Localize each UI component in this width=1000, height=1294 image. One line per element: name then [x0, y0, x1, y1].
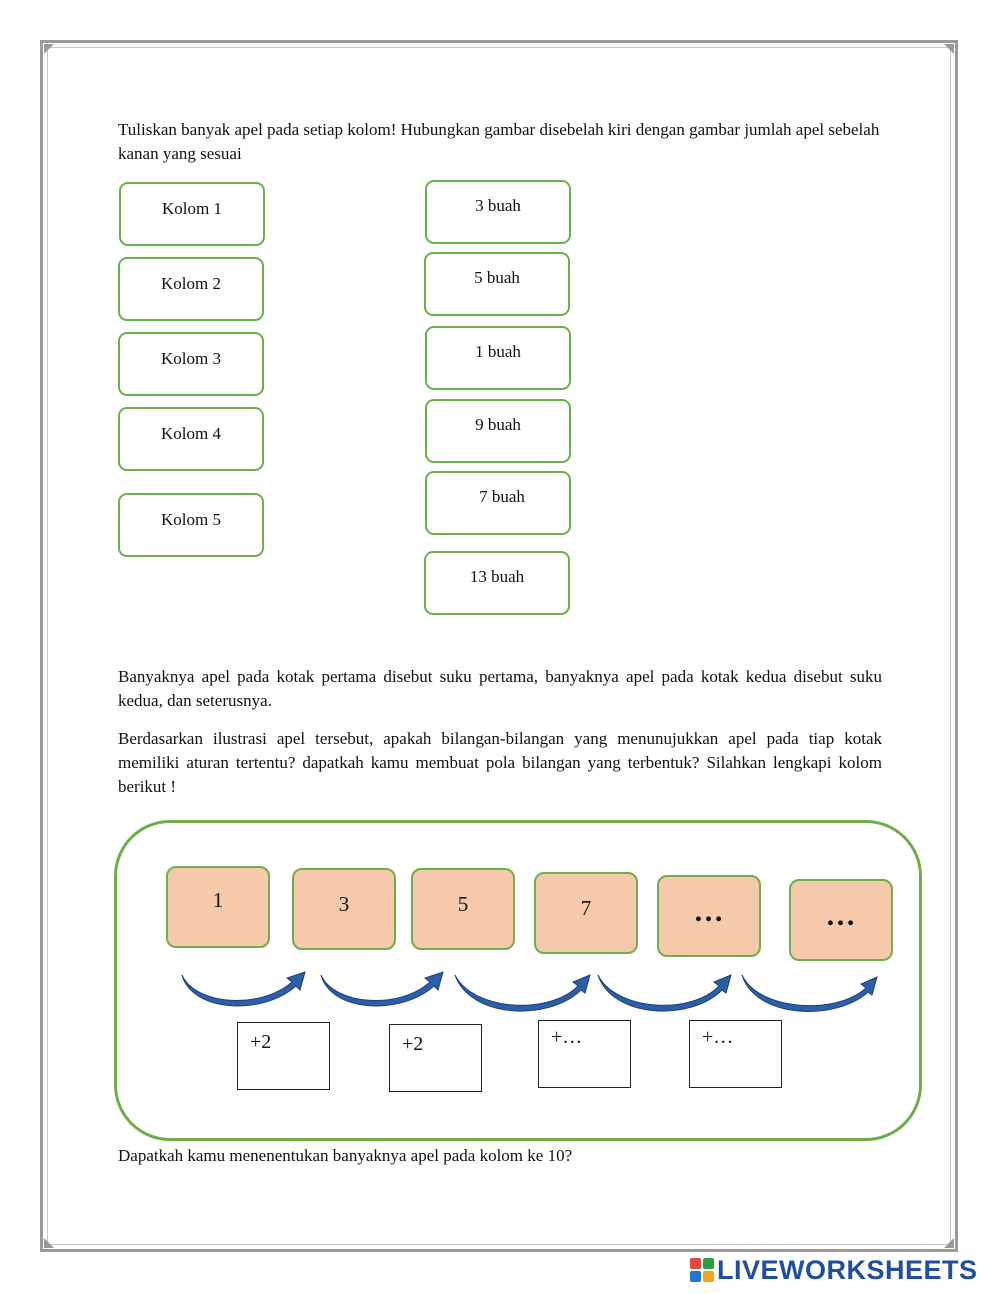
difference-box-3-blank[interactable]: +… — [538, 1020, 631, 1088]
match-left-kolom-1[interactable]: Kolom 1 — [119, 182, 265, 246]
match-right-5-buah[interactable]: 5 buah — [424, 252, 570, 316]
curved-arrow-icon — [455, 975, 590, 1011]
instruction-text: Tuliskan banyak apel pada setiap kolom! Hubungkan gambar disebelah kiri dengan gambar jumlah apel sebelah kanan yang sesuai — [118, 120, 880, 163]
match-right-13-buah[interactable]: 13 buah — [424, 551, 570, 615]
match-right-1-buah[interactable]: 1 buah — [425, 326, 571, 390]
pattern-term-4: 7 — [534, 872, 638, 954]
curved-arrow-icon — [598, 975, 731, 1011]
curved-arrow-icon — [742, 975, 877, 1011]
difference-box-4-blank[interactable]: +… — [689, 1020, 782, 1088]
liveworksheets-logo-icon — [690, 1258, 714, 1282]
match-left-kolom-2[interactable]: Kolom 2 — [118, 257, 264, 321]
pattern-term-3: 5 — [411, 868, 515, 950]
match-left-kolom-4[interactable]: Kolom 4 — [118, 407, 264, 471]
curved-arrow-icon — [321, 972, 443, 1006]
match-right-9-buah[interactable]: 9 buah — [425, 399, 571, 463]
paragraph-suku: Banyaknya apel pada kotak pertama disebut suku pertama, banyaknya apel pada kotak kedua disebut suku kedua, dan seterusnya. — [118, 667, 882, 710]
paragraph-aturan: Berdasarkan ilustrasi apel tersebut, apakah bilangan-bilangan yang menunujukkan apel pada tiap kotak memiliki aturan tertentu? dapatkah kamu membuat pola bilangan yang terbentuk? Silahkan lengkapi kolom berikut ! — [118, 729, 882, 796]
match-left-kolom-5[interactable]: Kolom 5 — [118, 493, 264, 557]
question-text: Dapatkah kamu menenentukan banyaknya apel pada kolom ke 10? — [118, 1146, 573, 1165]
pattern-term-2: 3 — [292, 868, 396, 950]
pattern-term-5-blank[interactable]: … — [657, 875, 761, 957]
difference-box-1: +2 — [237, 1022, 330, 1090]
match-left-kolom-3[interactable]: Kolom 3 — [118, 332, 264, 396]
match-right-3-buah[interactable]: 3 buah — [425, 180, 571, 244]
pattern-term-1: 1 — [166, 866, 270, 948]
liveworksheets-logo — [690, 1253, 990, 1287]
curved-arrow-icon — [182, 972, 305, 1006]
difference-box-2: +2 — [389, 1024, 482, 1092]
pattern-term-6-blank[interactable]: … — [789, 879, 893, 961]
liveworksheets-brand: LIVEWORKSHEETS — [717, 1254, 978, 1285]
match-right-7-buah[interactable]: 7 buah — [425, 471, 571, 535]
